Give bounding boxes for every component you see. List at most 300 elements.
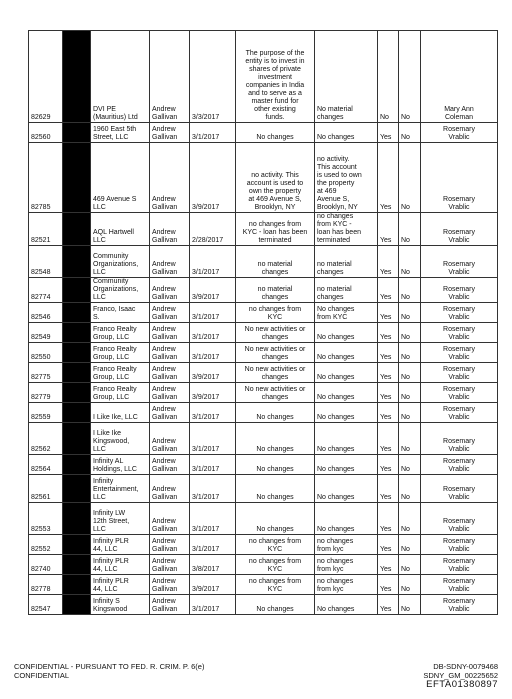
activity-description	[236, 455, 315, 475]
changes-note	[315, 423, 378, 455]
record-id	[29, 535, 63, 555]
changes-note-text: No changes	[317, 394, 355, 401]
review-date-text: 3/1/2017	[192, 446, 220, 453]
flag-1-text: Yes	[380, 494, 392, 501]
review-date-text: 3/1/2017	[192, 314, 220, 321]
activity-description-text: No new activities or changes	[244, 366, 306, 381]
changes-note-text: no activity. This account is used to own the property at 469 Avenue S, Brooklyn, NY	[317, 156, 362, 211]
representative-text: Andrew Gallivan	[152, 386, 178, 401]
record-id-text: 82546	[31, 314, 51, 321]
changes-note	[315, 535, 378, 555]
representative	[150, 475, 190, 503]
representative-text: Andrew Gallivan	[152, 196, 178, 211]
changes-note-text: No changes	[317, 334, 355, 341]
record-id-text: 82549	[31, 334, 51, 341]
record-id	[29, 503, 63, 535]
changes-note	[315, 383, 378, 403]
confidentiality-footer	[14, 662, 204, 680]
flag-2-text: No	[401, 466, 410, 473]
changes-note-text: No changes	[317, 606, 355, 613]
reviewer-name	[421, 423, 498, 455]
flag-2-text: No	[401, 269, 410, 276]
redaction-bar	[63, 503, 91, 535]
redaction-bar	[63, 31, 91, 123]
entity-name-text: Infinity Entertainment, LLC	[93, 478, 139, 501]
entity-name-text: Community Organizations, LLC	[93, 278, 139, 301]
confidential-label: CONFIDENTIAL	[14, 671, 70, 680]
reviewer-name	[421, 278, 498, 303]
reviewer-name-text: Rosemary Vrablic	[443, 598, 475, 613]
flag-2-text: No	[401, 134, 410, 141]
table-row	[29, 535, 498, 555]
activity-description	[236, 323, 315, 343]
activity-description-text: no changes from KYC	[248, 578, 302, 593]
table-row	[29, 123, 498, 143]
review-date	[190, 246, 236, 278]
changes-note	[315, 246, 378, 278]
review-date-text: 3/9/2017	[192, 586, 220, 593]
changes-note	[315, 503, 378, 535]
review-date-text: 3/1/2017	[192, 546, 220, 553]
flag-1-text: Yes	[380, 334, 392, 341]
entity-name	[91, 246, 150, 278]
table-row	[29, 555, 498, 575]
representative	[150, 143, 190, 213]
record-id	[29, 455, 63, 475]
entity-name-text: Infinity S Kingswood	[93, 598, 128, 613]
representative-text: Andrew Gallivan	[152, 598, 178, 613]
reviewer-name-text: Rosemary Vrablic	[443, 261, 475, 276]
activity-description-text: No changes	[256, 414, 294, 421]
flag-2	[399, 343, 421, 363]
review-date	[190, 343, 236, 363]
record-id	[29, 343, 63, 363]
reviewer-name	[421, 31, 498, 123]
flag-1	[378, 423, 399, 455]
entity-name	[91, 455, 150, 475]
activity-description	[236, 213, 315, 246]
entity-name-text: Franco, Isaac S.	[93, 306, 136, 321]
changes-note	[315, 31, 378, 123]
flag-2	[399, 503, 421, 535]
flag-1	[378, 503, 399, 535]
changes-note-text: no changes from kyc	[317, 578, 354, 593]
activity-description-text: The purpose of the entity is to invest in shares of private investment companies in India and to serve as a master fund for other existing funds.	[245, 50, 305, 121]
changes-note	[315, 323, 378, 343]
records-table	[28, 30, 498, 615]
review-date-text: 3/9/2017	[192, 374, 220, 381]
table-row	[29, 143, 498, 213]
activity-description	[236, 31, 315, 123]
record-id	[29, 575, 63, 595]
changes-note-text: No changes	[317, 526, 355, 533]
reviewer-name-text: Rosemary Vrablic	[443, 558, 475, 573]
reviewer-name	[421, 143, 498, 213]
entity-name	[91, 123, 150, 143]
representative	[150, 303, 190, 323]
representative	[150, 31, 190, 123]
activity-description	[236, 503, 315, 535]
activity-description	[236, 403, 315, 423]
entity-name-text: Infinity LW 12th Street, LLC	[93, 510, 130, 533]
changes-note-text: No changes	[317, 134, 355, 141]
flag-1-text: Yes	[380, 204, 392, 211]
reviewer-name	[421, 595, 498, 615]
flag-2	[399, 455, 421, 475]
flag-1	[378, 246, 399, 278]
changes-note-text: No changes	[317, 446, 355, 453]
record-id	[29, 123, 63, 143]
table-row	[29, 475, 498, 503]
entity-name-text: I Like Ike, LLC	[93, 414, 138, 421]
review-date-text: 3/1/2017	[192, 526, 220, 533]
table-row	[29, 575, 498, 595]
redaction-bar	[63, 343, 91, 363]
flag-1-text: Yes	[380, 374, 392, 381]
flag-2-text: No	[401, 414, 410, 421]
representative	[150, 423, 190, 455]
reviewer-name	[421, 475, 498, 503]
redaction-bar	[63, 535, 91, 555]
flag-1-text: Yes	[380, 586, 392, 593]
entity-name	[91, 31, 150, 123]
record-id	[29, 303, 63, 323]
changes-note-text: No changes	[317, 374, 355, 381]
flag-1	[378, 535, 399, 555]
flag-2-text: No	[401, 446, 410, 453]
reviewer-name	[421, 555, 498, 575]
representative	[150, 455, 190, 475]
entity-name-text: AQL Hartwell LLC	[93, 229, 134, 244]
entity-name-text: Franco Realty Group, LLC	[93, 346, 137, 361]
record-id-text: 82550	[31, 354, 51, 361]
activity-description	[236, 143, 315, 213]
reviewer-name	[421, 503, 498, 535]
record-id-text: 82740	[31, 566, 51, 573]
table-row	[29, 423, 498, 455]
activity-description-text: no activity. This account is used to own the property at 469 Avenue S, Brooklyn, NY	[246, 172, 304, 211]
representative	[150, 123, 190, 143]
reviewer-name	[421, 575, 498, 595]
flag-1-text: Yes	[380, 414, 392, 421]
entity-name-text: Infinity AL Holdings, LLC	[93, 458, 137, 473]
review-date-text: 3/8/2017	[192, 566, 220, 573]
flag-2-text: No	[401, 294, 410, 301]
reviewer-name	[421, 213, 498, 246]
entity-name	[91, 343, 150, 363]
flag-1	[378, 343, 399, 363]
record-id-text: 82779	[31, 394, 51, 401]
activity-description-text: No changes	[256, 526, 294, 533]
representative-text: Andrew Gallivan	[152, 366, 178, 381]
flag-2-text: No	[401, 114, 410, 121]
reviewer-name-text: Rosemary Vrablic	[443, 386, 475, 401]
record-id	[29, 403, 63, 423]
record-id-text: 82559	[31, 414, 51, 421]
activity-description-text: No changes	[256, 446, 294, 453]
representative	[150, 535, 190, 555]
representative	[150, 343, 190, 363]
representative	[150, 246, 190, 278]
record-id-text: 82560	[31, 134, 51, 141]
activity-description-text: No changes	[256, 606, 294, 613]
flag-1	[378, 143, 399, 213]
review-date	[190, 503, 236, 535]
reviewer-name-text: Rosemary Vrablic	[443, 438, 475, 453]
flag-1	[378, 555, 399, 575]
redaction-bar	[63, 383, 91, 403]
table-row	[29, 455, 498, 475]
representative-text: Andrew Gallivan	[152, 578, 178, 593]
reviewer-name-text: Rosemary Vrablic	[443, 578, 475, 593]
changes-note-text: no material changes	[317, 261, 352, 276]
review-date	[190, 403, 236, 423]
activity-description-text: no material changes	[257, 286, 293, 301]
review-date-text: 2/28/2017	[192, 237, 224, 244]
bates-number-efta: EFTA01380897	[426, 679, 498, 690]
review-date-text: 3/9/2017	[192, 294, 220, 301]
flag-1	[378, 475, 399, 503]
representative	[150, 595, 190, 615]
redaction-bar	[63, 363, 91, 383]
flag-1-text: Yes	[380, 134, 392, 141]
entity-name	[91, 555, 150, 575]
redaction-bar	[63, 246, 91, 278]
record-id-text: 82564	[31, 466, 51, 473]
review-date	[190, 143, 236, 213]
redaction-bar	[63, 403, 91, 423]
table-row	[29, 246, 498, 278]
flag-2	[399, 123, 421, 143]
changes-note	[315, 343, 378, 363]
activity-description	[236, 343, 315, 363]
flag-2-text: No	[401, 606, 410, 613]
changes-note-text: no changes from KYC - loan has been terminated	[317, 213, 361, 244]
activity-description-text: no changes from KYC	[248, 538, 302, 553]
entity-name-text: Franco Realty Group, LLC	[93, 366, 137, 381]
table-row	[29, 303, 498, 323]
reviewer-name	[421, 383, 498, 403]
review-date	[190, 31, 236, 123]
entity-name-text: Infinity PLR 44, LLC	[93, 538, 129, 553]
representative	[150, 278, 190, 303]
activity-description-text: no changes from KYC	[248, 306, 302, 321]
table-row	[29, 363, 498, 383]
table-row	[29, 278, 498, 303]
flag-1	[378, 383, 399, 403]
flag-2	[399, 383, 421, 403]
flag-2	[399, 363, 421, 383]
entity-name	[91, 575, 150, 595]
changes-note-text: no changes from kyc	[317, 538, 354, 553]
activity-description	[236, 123, 315, 143]
reviewer-name-text: Rosemary Vrablic	[443, 286, 475, 301]
redaction-bar	[63, 455, 91, 475]
representative-text: Andrew Gallivan	[152, 306, 178, 321]
representative	[150, 213, 190, 246]
reviewer-name	[421, 246, 498, 278]
reviewer-name-text: Rosemary Vrablic	[443, 196, 475, 211]
entity-name-text: DVI PE (Mauritius) Ltd	[93, 106, 138, 121]
reviewer-name	[421, 303, 498, 323]
changes-note-text: No changes	[317, 414, 355, 421]
activity-description	[236, 246, 315, 278]
flag-1	[378, 455, 399, 475]
activity-description-text: No new activities or changes	[244, 346, 306, 361]
review-date-text: 3/1/2017	[192, 134, 220, 141]
review-date	[190, 213, 236, 246]
flag-1	[378, 363, 399, 383]
flag-1-text: Yes	[380, 269, 392, 276]
flag-2-text: No	[401, 586, 410, 593]
entity-name-text: Community Organizations, LLC	[93, 253, 139, 276]
reviewer-name-text: Rosemary Vrablic	[443, 518, 475, 533]
entity-name-text: Infinity PLR 44, LLC	[93, 558, 129, 573]
flag-2	[399, 213, 421, 246]
table-row	[29, 31, 498, 123]
entity-name	[91, 143, 150, 213]
activity-description-text: No changes	[256, 134, 294, 141]
reviewer-name-text: Rosemary Vrablic	[443, 458, 475, 473]
representative-text: Andrew Gallivan	[152, 126, 178, 141]
flag-1-text: Yes	[380, 466, 392, 473]
redaction-bar	[63, 423, 91, 455]
activity-description-text: No new activities or changes	[244, 386, 306, 401]
record-id	[29, 213, 63, 246]
flag-2	[399, 535, 421, 555]
record-id-text: 82553	[31, 526, 51, 533]
redaction-bar	[63, 303, 91, 323]
activity-description	[236, 595, 315, 615]
representative-text: Andrew Gallivan	[152, 286, 178, 301]
table-row	[29, 503, 498, 535]
representative-text: Andrew Gallivan	[152, 346, 178, 361]
redaction-bar	[63, 143, 91, 213]
record-id	[29, 363, 63, 383]
flag-2	[399, 323, 421, 343]
flag-2	[399, 595, 421, 615]
review-date	[190, 383, 236, 403]
entity-name-text: 1960 East 5th Street, LLC	[93, 126, 137, 141]
changes-note	[315, 455, 378, 475]
review-date-text: 3/1/2017	[192, 414, 220, 421]
flag-2	[399, 278, 421, 303]
review-date-text: 3/1/2017	[192, 494, 220, 501]
changes-note-text: No changes	[317, 494, 355, 501]
entity-name-text: Franco Realty Group, LLC	[93, 386, 137, 401]
representative-text: Andrew Gallivan	[152, 518, 178, 533]
changes-note	[315, 123, 378, 143]
flag-1-text: Yes	[380, 237, 392, 244]
review-date	[190, 475, 236, 503]
changes-note	[315, 555, 378, 575]
flag-1-text: Yes	[380, 566, 392, 573]
table-body	[29, 31, 498, 615]
record-id-text: 82561	[31, 494, 51, 501]
review-date	[190, 575, 236, 595]
redaction-bar	[63, 213, 91, 246]
record-id-text: 82774	[31, 294, 51, 301]
reviewer-name	[421, 343, 498, 363]
entity-name	[91, 303, 150, 323]
activity-description	[236, 423, 315, 455]
flag-1-text: Yes	[380, 546, 392, 553]
review-date	[190, 278, 236, 303]
flag-2-text: No	[401, 314, 410, 321]
record-id-text: 82629	[31, 114, 51, 121]
representative	[150, 575, 190, 595]
redaction-bar	[63, 555, 91, 575]
entity-name	[91, 323, 150, 343]
bates-footer	[423, 662, 498, 689]
flag-2-text: No	[401, 354, 410, 361]
reviewer-name	[421, 455, 498, 475]
reviewer-name	[421, 123, 498, 143]
flag-2-text: No	[401, 374, 410, 381]
entity-name	[91, 423, 150, 455]
changes-note-text: no changes from kyc	[317, 558, 354, 573]
flag-2	[399, 403, 421, 423]
flag-1	[378, 213, 399, 246]
table-row	[29, 383, 498, 403]
flag-1-text: Yes	[380, 394, 392, 401]
flag-2-text: No	[401, 237, 410, 244]
representative-text: Andrew Gallivan	[152, 538, 178, 553]
record-id-text: 82778	[31, 586, 51, 593]
review-date	[190, 455, 236, 475]
representative-text: Andrew Gallivan	[152, 486, 178, 501]
changes-note-text: No material changes	[317, 106, 353, 121]
changes-note	[315, 363, 378, 383]
table-row	[29, 213, 498, 246]
representative-text: Andrew Gallivan	[152, 106, 178, 121]
representative-text: Andrew Gallivan	[152, 458, 178, 473]
activity-description-text: no material changes	[257, 261, 293, 276]
flag-1-text: No	[380, 114, 389, 121]
reviewer-name-text: Rosemary Vrablic	[443, 326, 475, 341]
activity-description-text: No changes	[256, 494, 294, 501]
record-id	[29, 555, 63, 575]
table-row	[29, 343, 498, 363]
flag-2-text: No	[401, 566, 410, 573]
changes-note	[315, 403, 378, 423]
reviewer-name-text: Rosemary Vrablic	[443, 486, 475, 501]
entity-name	[91, 278, 150, 303]
flag-1	[378, 575, 399, 595]
flag-1-text: Yes	[380, 314, 392, 321]
activity-description	[236, 383, 315, 403]
review-date-text: 3/1/2017	[192, 466, 220, 473]
review-date-text: 3/1/2017	[192, 606, 220, 613]
entity-name	[91, 363, 150, 383]
review-date-text: 3/9/2017	[192, 394, 220, 401]
review-date-text: 3/9/2017	[192, 204, 220, 211]
entity-name	[91, 383, 150, 403]
flag-2-text: No	[401, 204, 410, 211]
confidential-notice: CONFIDENTIAL - PURSUANT TO FED. R. CRIM. P. 6(e)	[14, 662, 205, 671]
flag-1	[378, 31, 399, 123]
reviewer-name-text: Rosemary Vrablic	[443, 366, 475, 381]
flag-2	[399, 575, 421, 595]
flag-2-text: No	[401, 334, 410, 341]
changes-note	[315, 143, 378, 213]
representative-text: Andrew Gallivan	[152, 406, 178, 421]
activity-description	[236, 303, 315, 323]
entity-name-text: 469 Avenue S LLC	[93, 196, 137, 211]
flag-1-text: Yes	[380, 446, 392, 453]
reviewer-name	[421, 323, 498, 343]
redaction-bar	[63, 595, 91, 615]
